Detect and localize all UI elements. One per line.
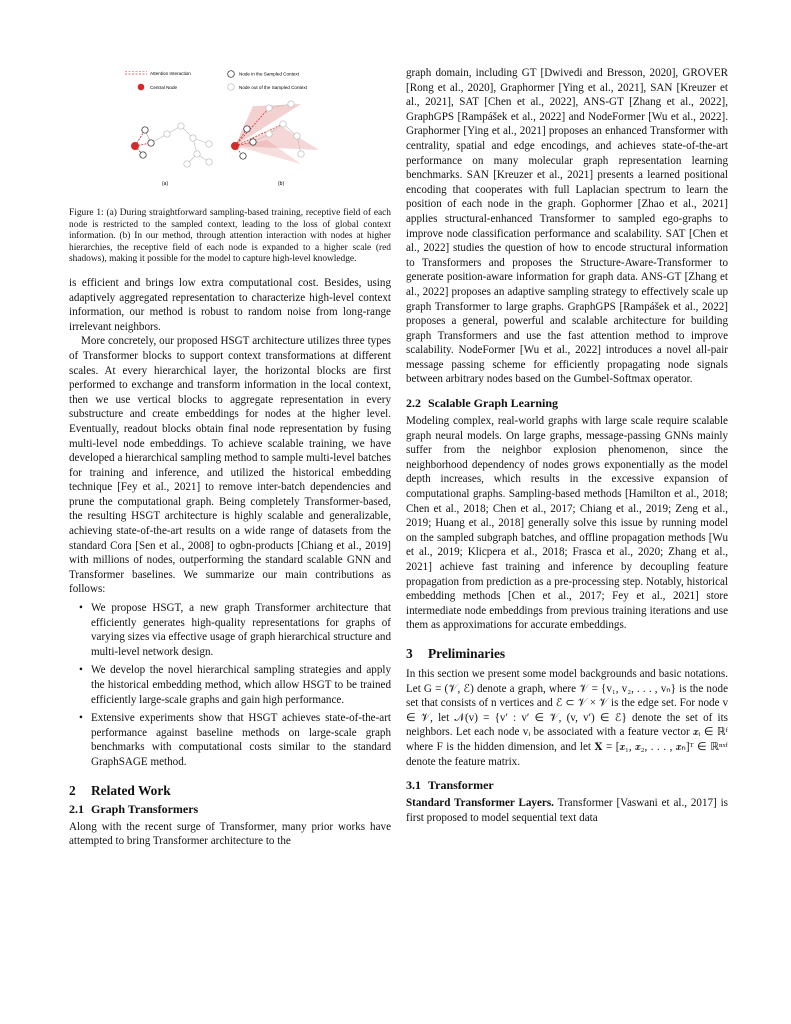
subsection-heading: 2.2 Scalable Graph Learning [406, 396, 559, 411]
right-paragraph-2: Modeling complex, real-world graphs with large scale require scalable graph neural models. On large graphs, message-passing GNNs mainly suffer from the neighbor explosion phenomenon, since the neighborhood dependency of nodes grows exponentially as the model depth increases, which results in the excessive expansion of computational graphs. Sampling-based methods [Hamilton et al., 2018; Chen et al., 2018; Chen et al., 2017; Chiang et al., 2019; Zeng et al., 2019; Huang et al., 2018] generally solve this issue by running model on the sampled subgraph batches, and offline propagation methods [Wu et al., 2019; Klicpera et al., 2018; Frasca et al., 2020; Zhang et al., 2021] achieve fast training and inference by decoupling feature propagation from prediction as a pre-processing step. Notably, historical embedding methods [Chen et al., 2017; Fey et al., 2021] store intermediate node embeddings from previous training iterations and use them as approximations for accurate embeddings. [406, 415, 728, 632]
right-paragraph-1: graph domain, including GT [Dwivedi and Bresson, 2020], GROVER [Rong et al., 2020], Graphormer [Ying et al., 2021], SAN [Kreuzer et al., 2021], SAT [Chen et al., 2022], ANS-GT [Zhang et al., 2022], GraphGPS [Rampášek et al., 2022] and NodeFormer [Wu et al., 2022]. Graphormer [Ying et al., 2021] proposes an enhanced Transformer with centrality, spatial and edge encodings, and achieves state-of-the-art performance on many molecular graph representation learning benchmarks. SAN [Kreuzer et al., 2021] presents a learned positional encoding that cooperates with full Laplacian spectrum to learn the position of each node in the graph. Gophormer [Zhao et al., 2021] applies structural-enhanced Transformer to sampled ego-graphs to improve node classification performance and scalability. SAT [Chen et al., 2022] studies the question of how to encode structural information to Transformers and proposes the Structure-Aware-Transformer to generate position-aware information for graph data. ANS-GT [Zhang et al., 2022] proposes an adaptive sampling strategy to effectively scale up graph Transformer to large graphs. GraphGPS [Rampášek et al., 2022] proposes a general, powerful and scalable architecture for building graph Transformers and use the fast attention method to improve scalability. NodeFormer [Wu et al., 2022] introduces a novel all-pair message passing scheme for efficiently propagating node signals between arbitrary nodes based on the Gumbel-Softmax operator. [406, 67, 728, 386]
figure-caption: Figure 1: (a) During straightforward sampling-based training, receptive field of each node is restricted to the sampled context, leading to the loss of global context information. (b) In our method, through attention interaction with nodes at higher hierarchies, the receptive field of each node is expanded to a higher scale (red shadows), making it possible for the model to capture high-level knowledge. [69, 208, 391, 265]
legend-attention: Attention Interaction [150, 71, 191, 76]
legend-in-context: Node in the Sampled Context [239, 71, 300, 77]
right-paragraph-3: In this section we present some model backgrounds and basic notations. Let G = (𝒱, ℰ) denote a graph, where 𝒱 = {v₁, v₂, . . . , vₙ} is the node set that consists of n vertices and ℰ ⊂ 𝒱 × 𝒱 is the edge set. For node v ∈ 𝒱, let 𝒩(v) = {v′ : v′ ∈ 𝒱, (v, v′) ∈ ℰ} denote the set of its neighbors. Let each node vᵢ be associated with a feature vector 𝒙ᵢ ∈ ℝᶠ where F is the hidden dimension, and let 𝐗 = [𝒙₁, 𝒙₂, . . . , 𝒙ₙ]ᵀ ∈ ℝⁿˣᶠ denote the feature matrix. [406, 667, 728, 768]
contribution-item: • We develop the novel hierarchical sampling strategies and apply the historical embedding method, which allow HSGT to be trained efficiently large-scale graphs and gain high performance. [91, 663, 391, 707]
left-column [69, 66, 391, 849]
right-column [406, 66, 728, 825]
figure-graphic [69, 66, 391, 194]
section-heading: 2 Related Work [69, 782, 171, 798]
sublabel-a: (a) [162, 181, 169, 187]
contributions-list [69, 601, 391, 770]
right-paragraph-4 [406, 796, 728, 825]
out-context-legend [228, 84, 235, 91]
section-heading: 3 Preliminaries [406, 645, 506, 661]
runin-heading: Standard Transformer Layers. [406, 797, 554, 810]
left-paragraph-1: is efficient and brings low extra computational cost. Besides, using adaptively aggregated representation to characterize high-level context information, our method is robust to random noise from long-range irrelevant neighbors. [69, 276, 391, 333]
contribution-item: • Extensive experiments show that HSGT achieves state-of-the-art performance against baseline methods on large-scale graph benchmarks with computational costs similar to the standard GraphSAGE method. [91, 711, 391, 769]
panel-a [131, 123, 212, 167]
in-context-legend [228, 71, 235, 78]
subsection-heading: 2.1 Graph Transformers [69, 801, 199, 816]
central-node-legend [138, 84, 145, 91]
left-paragraph-2: More concretely, our proposed HSGT architecture utilizes three types of Transformer blocks to support context transformations at different scales. At every hierarchical layer, the horizontal blocks are first performed to exchange and transform information in the local context, then we use vertical blocks to aggregate representation in every substructure and create embeddings for nodes at the higher level. Eventually, readout blocks obtain final node representation by fusing multi-level node embeddings. To achieve scalable training, we have developed a hierarchical sampling method to sample multi-level batches for training and inference, and utilized the historical embedding technique [Fey et al., 2021] to remove inter-batch dependencies and prune the computational graph. Being completely Transformer-based, the resulting HSGT architecture is highly scalable and generalizable, achieving state-of-the-art results on a wide range of datasets from the standard Cora [Sen et al., 2008] to ogbn-products [Chiang et al., 2019] with millions of nodes, outperforming the standard scalable GNN and Transformer baselines. We summarize our main contributions as follows: [69, 335, 391, 596]
sublabel-b: (b) [278, 181, 285, 187]
subsection-heading: 3.1 Transformer [406, 778, 494, 793]
panel-b [231, 101, 319, 164]
runin-text: Transformer [Vaswani et al., 2017] is first proposed to model sequential text data [406, 797, 728, 824]
left-paragraph-3: Along with the recent surge of Transformer, many prior works have attempted to bring Transformer architecture to the [69, 820, 391, 848]
legend-central: Central Node [150, 85, 178, 90]
legend-out-context: Node out of the Sampled Context [239, 85, 307, 90]
figure-1 [69, 66, 391, 194]
contribution-item: • We propose HSGT, a new graph Transformer architecture that efficiently generates high-quality representations for graphs of varying sizes via effective usage of graph hierarchical structure and multi-level network design. [91, 601, 391, 659]
